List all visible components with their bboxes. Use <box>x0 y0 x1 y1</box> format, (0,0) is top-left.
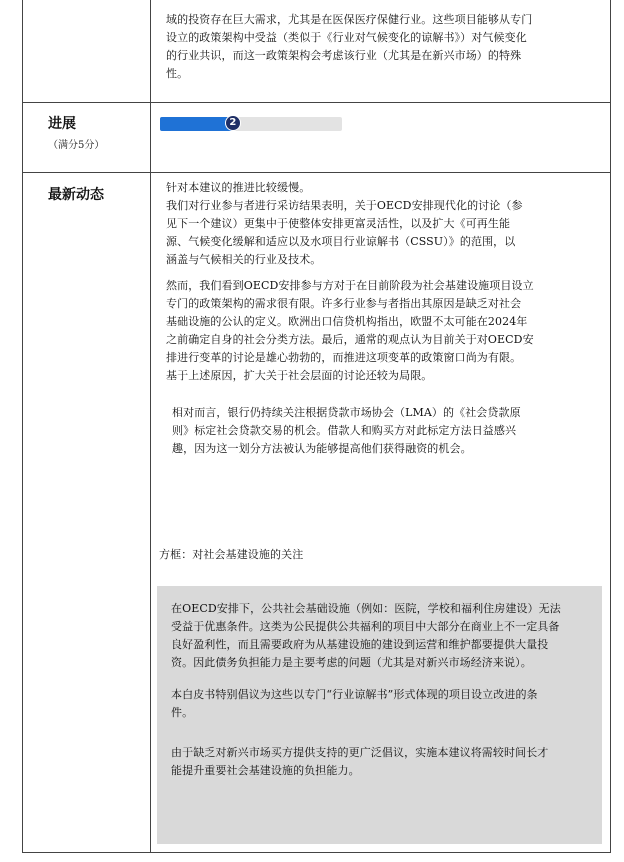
text-line: 良好盈利性，而且需要政府为从基建设施的建设到运营和维护都要提供大量投 <box>171 638 549 651</box>
text-line: 趣，因为这一划分方法被认为能够提高他们获得融资的机会。 <box>172 442 472 455</box>
text-line: 专门的政策架构的需求很有限。许多行业参与者指出其原因是缺乏对社会 <box>166 297 522 310</box>
updates-paragraph-2 <box>166 277 534 385</box>
text-line: 然而，我们看到OECD安排参与方对于在目前阶段为社会基建设施项目设立 <box>166 279 534 292</box>
text-line: 资。因此债务负担能力是主要考虑的问题（尤其是对新兴市场经济来说）。 <box>171 656 532 669</box>
text-line: 由于缺乏对新兴市场买方提供支持的更广泛倡议，实施本建议将需较时间长才 <box>171 746 549 759</box>
box-caption: 方框：对社会基建设施的关注 <box>159 548 304 561</box>
text-line: 之前确定自身的社会分类方法。最后，通常的观点认为目前关于对OECD安 <box>166 333 534 346</box>
box-paragraph-2 <box>171 686 538 722</box>
text-line: 见下一个建议）更集中于使整体安排更富灵活性，以及扩大《可再生能 <box>166 217 511 230</box>
text-line: 受益于优惠条件。这类为公民提供公共福利的项目中大部分在商业上不一定具备 <box>171 620 560 633</box>
top-paragraph <box>166 11 532 83</box>
text-line: 性。 <box>166 67 189 80</box>
text-line: 在OECD安排下，公共社会基础设施（例如：医院，学校和福利住房建设）无法 <box>171 602 561 615</box>
box-paragraph-1 <box>171 600 561 672</box>
text-line: 的行业共识，而这一政策架构会考虑该行业（尤其是在新兴市场）的特殊 <box>166 49 522 62</box>
updates-title: 最新动态 <box>48 187 104 203</box>
row-divider-middle <box>22 172 611 173</box>
updates-paragraph-1 <box>166 179 523 269</box>
text-line: 基于上述原因，扩大关于社会层面的讨论还较为局限。 <box>166 369 433 382</box>
text-line: 源、气候变化缓解和适应以及水项目行业谅解书（CSSU）》的范围，以 <box>166 235 516 248</box>
progress-score-badge: 2 <box>225 115 241 131</box>
text-line: 排进行变革的讨论是雄心勃勃的，而推进这项变革的政策窗口尚为有限。 <box>166 351 522 364</box>
text-line: 件。 <box>171 706 194 719</box>
updates-paragraph-3 <box>172 404 521 458</box>
progress-bar-fill <box>160 117 233 131</box>
text-line: 能提升重要社会基建设施的负担能力。 <box>171 764 360 777</box>
text-line: 基础设施的公认的定义。欧洲出口信贷机构指出，欧盟不太可能在2024年 <box>166 315 528 328</box>
text-line: 设立的政策架构中受益（类似于《行业对气候变化的谅解书》）对气候变化 <box>166 31 527 44</box>
column-divider <box>150 0 151 853</box>
text-line: 域的投资存在巨大需求，尤其是在医保医疗保健行业。这些项目能够从专门 <box>166 13 533 26</box>
focus-box <box>157 586 602 844</box>
text-line: 针对本建议的推进比较缓慢。 <box>166 181 311 194</box>
progress-bar <box>160 117 342 131</box>
text-line: 我们对行业参与者进行采访结果表明，关于OECD安排现代化的讨论（参 <box>166 199 523 212</box>
box-paragraph-3 <box>171 744 548 780</box>
text-line: 涵盖与气候相关的行业及技术。 <box>166 253 322 266</box>
text-line: 相对而言，银行仍持续关注根据贷款市场协会（LMA）的《社会贷款原 <box>172 406 521 419</box>
text-line: 本白皮书特别倡议为这些以专门“行业谅解书”形式体现的项目设立改进的条 <box>171 688 538 701</box>
row-divider-top <box>22 102 611 103</box>
progress-subtitle: （满分5分） <box>48 140 105 151</box>
progress-title: 进展 <box>48 116 76 132</box>
text-line: 则》标定社会贷款交易的机会。借款人和购买方对此标定方法日益感兴 <box>172 424 517 437</box>
